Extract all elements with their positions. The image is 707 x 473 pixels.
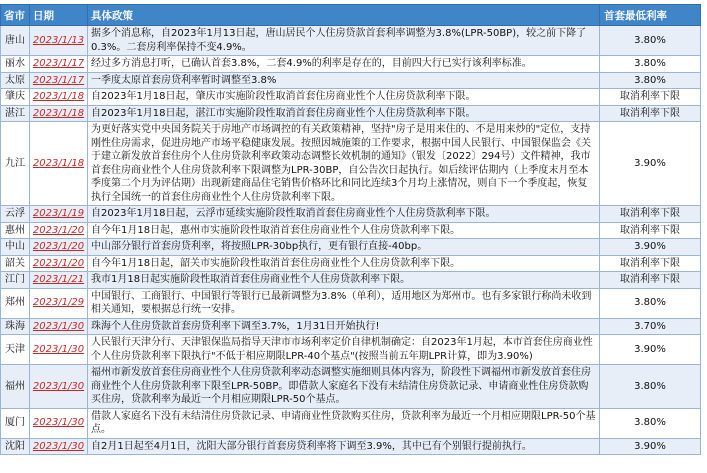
rate-cell: 3.90% bbox=[600, 335, 701, 365]
city-cell: 九江 bbox=[1, 122, 30, 206]
city-cell: 唐山 bbox=[1, 26, 30, 56]
table-row bbox=[1, 438, 701, 455]
header-city: 省市 bbox=[1, 5, 30, 26]
city-cell: 丽水 bbox=[1, 56, 30, 73]
table-row bbox=[1, 272, 701, 289]
rate-cell: 3.70% bbox=[600, 318, 701, 335]
date-cell[interactable]: 2023/1/30 bbox=[30, 408, 88, 438]
date-cell[interactable]: 2023/1/19 bbox=[30, 206, 88, 223]
table-row bbox=[1, 105, 701, 122]
date-cell[interactable]: 2023/1/17 bbox=[30, 72, 88, 89]
header-rate: 首套最低利率 bbox=[600, 5, 701, 26]
city-cell: 韶关 bbox=[1, 255, 30, 272]
mortgage-rate-policy-table bbox=[0, 4, 701, 455]
date-cell[interactable]: 2023/1/18 bbox=[30, 122, 88, 206]
rate-cell: 取消利率下限 bbox=[600, 255, 701, 272]
table-row bbox=[1, 56, 701, 73]
date-cell[interactable]: 2023/1/18 bbox=[30, 89, 88, 106]
rate-cell: 3.90% bbox=[600, 122, 701, 206]
header-date: 日期 bbox=[30, 5, 88, 26]
table-row bbox=[1, 365, 701, 409]
table-body bbox=[1, 26, 701, 455]
rate-cell: 取消利率下限 bbox=[600, 206, 701, 223]
date-cell[interactable]: 2023/1/30 bbox=[30, 335, 88, 365]
city-cell: 福州 bbox=[1, 365, 30, 409]
policy-cell: 人民银行天津分行、天津银保监局指导天津市市场利率定价自律机制确定：自2023年1月起，本市首套住房商业性个人住房贷款利率下限执行"不低于相应期限LPR-40个基点"(按照当前五年期LPR计算，即为3.90%) bbox=[88, 335, 600, 365]
table-row bbox=[1, 222, 701, 239]
policy-cell: 自今年1月18日起，韶关市实施阶段性取消首套住房商业性个人住房贷款利率下限。 bbox=[88, 255, 600, 272]
city-cell: 郑州 bbox=[1, 288, 30, 318]
policy-cell: 自2023年1月18日起，云浮市延续实施阶段性取消首套住房商业性个人住房贷款利率下限。 bbox=[88, 206, 600, 223]
rate-cell: 3.90% bbox=[600, 438, 701, 455]
policy-cell: 一季度太原首套房贷利率暂时调整至3.8% bbox=[88, 72, 600, 89]
table-row bbox=[1, 318, 701, 335]
date-cell[interactable]: 2023/1/30 bbox=[30, 318, 88, 335]
date-cell[interactable]: 2023/1/20 bbox=[30, 222, 88, 239]
city-cell: 太原 bbox=[1, 72, 30, 89]
policy-cell: 自今年1月18日起，惠州市实施阶段性取消首套住房商业性个人住房贷款利率下限。 bbox=[88, 222, 600, 239]
policy-cell: 经过多方消息打听，已确认首套3.8%，二套4.9%的利率是存在的，目前四大行已实行该利率标准。 bbox=[88, 56, 600, 73]
rate-cell: 取消利率下限 bbox=[600, 222, 701, 239]
rate-cell: 3.80% bbox=[600, 72, 701, 89]
table-row bbox=[1, 239, 701, 256]
table-row bbox=[1, 206, 701, 223]
policy-cell: 借款人家庭名下没有未结清住房贷款记录、申请商业性贷款购买住房，贷款利率为最近一个月相应期限LPR-50个基点。 bbox=[88, 408, 600, 438]
rate-cell: 取消利率下限 bbox=[600, 105, 701, 122]
policy-cell: 珠海个人住房贷款首套房贷利率下调至3.7%，1月31日开始执行! bbox=[88, 318, 600, 335]
rate-cell: 3.80% bbox=[600, 365, 701, 409]
city-cell: 沈阳 bbox=[1, 438, 30, 455]
city-cell: 中山 bbox=[1, 239, 30, 256]
table-row bbox=[1, 335, 701, 365]
city-cell: 珠海 bbox=[1, 318, 30, 335]
rate-cell: 取消利率下限 bbox=[600, 89, 701, 106]
policy-cell: 自2023年1月18日起，湛江市实施阶段性取消首套住房商业性个人住房贷款利率下限。 bbox=[88, 105, 600, 122]
policy-cell: 据多个消息称，自2023年1月13日起，唐山居民个人住房贷款首套利率调整为3.8%(LPR-50BP)，较之前下降了0.3%。二套房利率保持不变4.9%。 bbox=[88, 26, 600, 56]
date-cell[interactable]: 2023/1/20 bbox=[30, 255, 88, 272]
rate-cell: 3.80% bbox=[600, 56, 701, 73]
policy-cell: 我市1月18日起实施阶段性取消首套住房商业性个人住房贷款利率下限。 bbox=[88, 272, 600, 289]
table-row bbox=[1, 255, 701, 272]
date-cell[interactable]: 2023/1/30 bbox=[30, 365, 88, 409]
city-cell: 云浮 bbox=[1, 206, 30, 223]
rate-cell: 3.80% bbox=[600, 408, 701, 438]
policy-table-container bbox=[0, 4, 700, 455]
date-cell[interactable]: 2023/1/17 bbox=[30, 56, 88, 73]
city-cell: 湛江 bbox=[1, 105, 30, 122]
header-policy: 具体政策 bbox=[88, 5, 600, 26]
date-cell[interactable]: 2023/1/13 bbox=[30, 26, 88, 56]
table-row bbox=[1, 288, 701, 318]
rate-cell: 取消利率下限 bbox=[600, 272, 701, 289]
date-cell[interactable]: 2023/1/18 bbox=[30, 105, 88, 122]
table-row bbox=[1, 408, 701, 438]
table-row bbox=[1, 26, 701, 56]
rate-cell: 3.80% bbox=[600, 288, 701, 318]
date-cell[interactable]: 2023/1/30 bbox=[30, 438, 88, 455]
policy-cell: 中国银行、工商银行、中国银行等银行已最新调整为3.8%（单利），适用地区为郑州市。也有多家银行称尚未收到相关通知，要根据总行统一安排。 bbox=[88, 288, 600, 318]
city-cell: 江门 bbox=[1, 272, 30, 289]
table-row bbox=[1, 89, 701, 106]
city-cell: 肇庆 bbox=[1, 89, 30, 106]
policy-cell: 自2月1日起至4月1日，沈阳大部分银行首套房贷利率将下调至3.9%，其中已有个别银行提前执行。 bbox=[88, 438, 600, 455]
date-cell[interactable]: 2023/1/20 bbox=[30, 239, 88, 256]
city-cell: 惠州 bbox=[1, 222, 30, 239]
policy-cell: 自2023年1月18日起，肇庆市实施阶段性取消首套住房商业性个人住房贷款利率下限。 bbox=[88, 89, 600, 106]
table-row bbox=[1, 72, 701, 89]
date-cell[interactable]: 2023/1/29 bbox=[30, 288, 88, 318]
city-cell: 天津 bbox=[1, 335, 30, 365]
table-header-row bbox=[1, 5, 701, 26]
date-cell[interactable]: 2023/1/21 bbox=[30, 272, 88, 289]
policy-cell: 中山部分银行首套房贷利率，将按照LPR-30bp执行，更有银行直接-40bp。 bbox=[88, 239, 600, 256]
policy-cell: 福州市新发放首套住房商业性个人住房贷款利率动态调整实施细则具体内容为，阶段性下调福州市新发放首套住房商业性个人住房贷款利率下限至LPR-50BP。即借款人家庭名下没有未结清住房贷款记录、申请商业性住房贷款购买住房，贷款利率为最近一个月相应期限LPR-50个基点。 bbox=[88, 365, 600, 409]
rate-cell: 3.80% bbox=[600, 26, 701, 56]
table-row bbox=[1, 122, 701, 206]
policy-cell: 为更好落实党中央国务院关于房地产市场调控的有关政策精神，坚持"房子是用来住的、不是用来炒的"定位，支持刚性住房需求，促进房地产市场平稳健康发展。按照因城施策的工作要求，根据中国人民银行、中国银保监会《关于建立新发放首套住房个人住房贷款利率政策动态调整长效机制的通知》（银发〔2022〕294号）文件精神，我市首套住房商业性个人住房贷款利率下限调整为LPR-30BP，自公告次日起执行。如后续评估期内（上季度末月至本季度第二个月为评估期）出现新建商品住宅销售价格环比和同比连续3个月均上涨情况，则自下一个季度起，恢复执行全国统一的首套住房商业性个人住房贷款利率下限。 bbox=[88, 122, 600, 206]
city-cell: 厦门 bbox=[1, 408, 30, 438]
rate-cell: 3.90% bbox=[600, 239, 701, 256]
